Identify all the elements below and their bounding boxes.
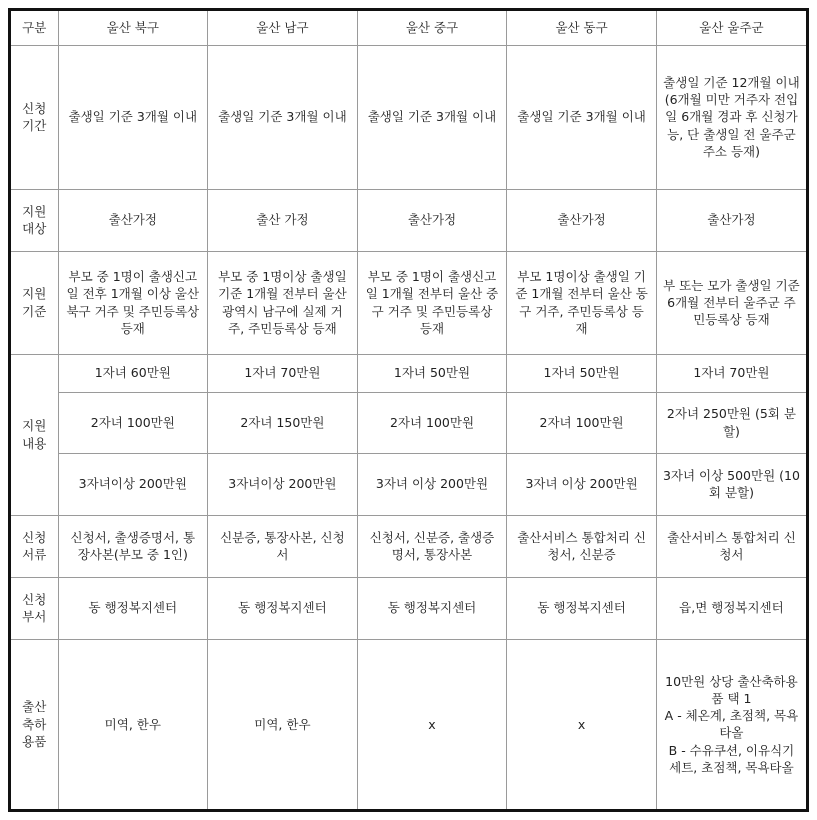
target-row [11,189,806,251]
gift-cell: 미역, 한우 [208,639,358,809]
header-region-bukgu: 울산 북구 [58,11,208,45]
content-label: 지원 내용 [11,354,58,515]
documents-cell: 출산서비스 통합처리 신청서, 신분증 [507,515,657,577]
criteria-cell: 부모 중 1명이 출생신고일 1개월 전부터 울산 중구 거주 및 주민등록상 등재 [357,251,507,354]
office-label: 신청 부서 [11,577,58,639]
gift-cell: 10만원 상당 출산축하용품 택 1 A - 체온계, 초점책, 목욕타올 B - 수유쿠션, 이유식기세트, 초점책, 목욕타올 [656,639,806,809]
criteria-cell: 부모 중 1명이상 출생일 기준 1개월 전부터 울산광역시 남구에 실제 거주, 주민등록상 등재 [208,251,358,354]
office-cell: 동 행정복지센터 [507,577,657,639]
documents-cell: 출산서비스 통합처리 신청서 [656,515,806,577]
content-row-second [11,392,806,453]
header-category: 구분 [11,11,58,45]
content-second-child-cell: 2자녀 100만원 [357,392,507,453]
period-cell: 출생일 기준 3개월 이내 [58,45,208,189]
target-cell: 출산가정 [656,189,806,251]
period-cell: 출생일 기준 3개월 이내 [507,45,657,189]
documents-cell: 신청서, 신분증, 출생증명서, 통장사본 [357,515,507,577]
period-label: 신청 기간 [11,45,58,189]
content-row-first [11,354,806,392]
support-table-frame [8,8,809,812]
target-cell: 출산가정 [58,189,208,251]
office-cell: 읍,면 행정복지센터 [656,577,806,639]
target-cell: 출산가정 [357,189,507,251]
period-row [11,45,806,189]
content-third-child-cell: 3자녀 이상 200만원 [507,453,657,515]
criteria-label: 지원 기준 [11,251,58,354]
content-first-child-cell: 1자녀 70만원 [656,354,806,392]
header-region-donggu: 울산 동구 [507,11,657,45]
gift-cell: x [357,639,507,809]
target-cell: 출산 가정 [208,189,358,251]
target-cell: 출산가정 [507,189,657,251]
header-row [11,11,806,45]
gift-cell: 미역, 한우 [58,639,208,809]
criteria-row [11,251,806,354]
documents-row [11,515,806,577]
criteria-cell: 부모 중 1명이 출생신고일 전후 1개월 이상 울산 북구 거주 및 주민등록상 등재 [58,251,208,354]
gift-row [11,639,806,809]
content-first-child-cell: 1자녀 60만원 [58,354,208,392]
content-third-child-cell: 3자녀이상 200만원 [58,453,208,515]
birth-support-table [11,11,806,809]
content-second-child-cell: 2자녀 250만원 (5회 분할) [656,392,806,453]
documents-cell: 신분증, 통장사본, 신청서 [208,515,358,577]
content-first-child-cell: 1자녀 50만원 [357,354,507,392]
documents-label: 신청 서류 [11,515,58,577]
office-cell: 동 행정복지센터 [208,577,358,639]
content-first-child-cell: 1자녀 50만원 [507,354,657,392]
gift-label: 출산 축하 용품 [11,639,58,809]
criteria-cell: 부 또는 모가 출생일 기준 6개월 전부터 울주군 주민등록상 등재 [656,251,806,354]
content-second-child-cell: 2자녀 150만원 [208,392,358,453]
header-region-junggu: 울산 중구 [357,11,507,45]
gift-cell: x [507,639,657,809]
documents-cell: 신청서, 출생증명서, 통장사본(부모 중 1인) [58,515,208,577]
criteria-cell: 부모 1명이상 출생일 기준 1개월 전부터 울산 동구 거주, 주민등록상 등재 [507,251,657,354]
period-cell: 출생일 기준 3개월 이내 [208,45,358,189]
content-second-child-cell: 2자녀 100만원 [58,392,208,453]
content-second-child-cell: 2자녀 100만원 [507,392,657,453]
content-third-child-cell: 3자녀 이상 500만원 (10회 분할) [656,453,806,515]
content-third-child-cell: 3자녀 이상 200만원 [357,453,507,515]
header-region-namgu: 울산 남구 [208,11,358,45]
header-region-uljugun: 울산 울주군 [656,11,806,45]
target-label: 지원 대상 [11,189,58,251]
content-third-child-cell: 3자녀이상 200만원 [208,453,358,515]
content-row-third [11,453,806,515]
period-cell: 출생일 기준 3개월 이내 [357,45,507,189]
office-cell: 동 행정복지센터 [357,577,507,639]
content-first-child-cell: 1자녀 70만원 [208,354,358,392]
office-cell: 동 행정복지센터 [58,577,208,639]
office-row [11,577,806,639]
period-cell: 출생일 기준 12개월 이내 (6개월 미만 거주자 전입일 6개월 경과 후 신청가능, 단 출생일 전 울주군 주소 등재) [656,45,806,189]
